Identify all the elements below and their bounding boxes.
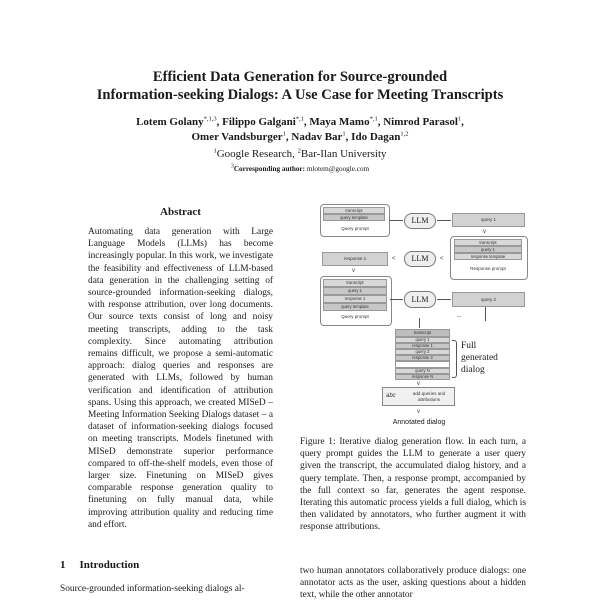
section-heading-introduction: 1 Introduction	[60, 559, 140, 571]
response-prompt-label: Response prompt	[470, 266, 506, 271]
arrow	[390, 299, 403, 300]
author-list: Lotem Golany$^{*,1,3}$, Filippo Galgani$^{*,1}$, Maya Mamo$^{*,1}$, Nimrod Parasol$^1$, Omer Vandsburger$^1$, Nadav Bar$^1$, Ido Dagan$^{1,2}$	[136, 115, 464, 143]
query-prompt-label: Query prompt	[341, 314, 369, 319]
arrow-left-icon: <	[392, 256, 396, 262]
dialog-row: query 2	[395, 349, 450, 355]
dialog-row: response 2	[395, 355, 450, 361]
author: Lotem Golany$^{*,1,3}$	[136, 115, 217, 128]
arrow	[437, 299, 451, 300]
prompt-row: transcript	[454, 239, 522, 246]
prompt-row: response 1	[323, 295, 387, 303]
introduction-text: Source-grounded information-seeking dialogs al-	[60, 584, 245, 594]
brace	[452, 340, 457, 378]
arrow-down-icon: v	[417, 381, 420, 387]
llm-node: LLM	[404, 291, 436, 308]
dialog-row: query 1	[395, 337, 450, 343]
email-link[interactable]: mlotem@google.com	[306, 165, 370, 173]
full-generated-dialog-label: Full generated dialog	[461, 341, 498, 375]
dialog-header: transcript	[395, 329, 450, 337]
prompt-row: transcript	[323, 279, 387, 287]
prompt-row: transcript	[323, 207, 385, 214]
author: Ido Dagan$^{1,2}$	[351, 130, 409, 143]
author: Filippo Galgani$^{*,1}$	[222, 115, 304, 128]
title-line-2: Information-seeking Dialogs: A Use Case for Meeting Transcripts	[96, 87, 504, 103]
arrow-down-icon: v	[417, 409, 420, 415]
prompt-row: query 1	[323, 287, 387, 295]
annotation-text: add queries and attributions	[412, 391, 446, 402]
affiliations: $^1$Google Research, $^2$Bar-Ilan University	[213, 147, 387, 160]
query-2-box: query 2	[452, 292, 525, 307]
author: Nimrod Parasol$^1$	[383, 115, 462, 128]
prompt-row: query template	[323, 303, 387, 311]
dialog-row	[395, 361, 450, 368]
author: Nadav Bar$^1$	[291, 130, 346, 143]
right-column-text: two human annotators collaboratively produce dialogs: one annotator acts as the user, asking questions about a hidden text, while the other annotator	[300, 566, 526, 601]
llm-node: LLM	[404, 213, 436, 229]
query-1-box: query 1	[452, 213, 525, 227]
abstract-heading: Abstract	[160, 206, 201, 218]
corresponding-author: $^3$Corresponding author: mlotem@google.com	[230, 163, 370, 173]
arrow-down-icon: v	[352, 268, 355, 274]
arrow	[437, 220, 451, 221]
query-prompt-label: Query prompt	[341, 226, 369, 231]
ellipsis: ...	[456, 313, 462, 319]
prompt-row: query 1	[454, 246, 522, 253]
llm-node: LLM	[404, 251, 436, 267]
prompt-row: response template	[454, 253, 522, 260]
author: Maya Mamo$^{*,1}$	[309, 115, 378, 128]
dialog-row: query N	[395, 368, 450, 374]
annotated-dialog-label: Annotated dialog	[392, 419, 446, 426]
dialog-row: response N	[395, 374, 450, 380]
arrow	[389, 220, 403, 221]
prompt-row: query template	[323, 214, 385, 221]
dialog-row: response 1	[395, 343, 450, 349]
abstract-text: Automating data generation with Large Language Models (LLMs) has become increasingly popular. In this work, we investigate the feasibility and effectiveness of LLM-based data generation in the challenging setting of source-grounded information-seeking dialogs, with response attribution, over long documents. Our source texts consist of long and noisy meeting transcripts, adding to the task complexity. Since automating attribution remains difficult, we propose a semi-automatic approach: dialog queries and responses are generated with LLMs, followed by human verification and identification of attribution spans. Using this approach, we created MISeD – Meeting Information Seeking Dialogs dataset – a dataset of information-seeking dialogs focused on meeting transcripts. Models finetuned with MISeD demonstrate superior performance compared to off-the-shelf models, even those of larger size. Finetuning on MISeD gives comparable response generation quality to finetuning on fully manual data, while improving attribution quality and reducing time and effort.	[88, 227, 273, 530]
annotation-box	[382, 387, 455, 406]
annotation-icon: abc	[386, 393, 396, 399]
response-1-box: response 1	[322, 252, 388, 266]
title-line-1: Efficient Data Generation for Source-grounded	[152, 69, 448, 85]
arrow-down-icon: v	[483, 229, 486, 235]
author: Omer Vandsburger$^1$	[191, 130, 286, 143]
figure-caption: Figure 1: Iterative dialog generation flow. In each turn, a query prompt guides the LLM to generate a user query given the transcript, the accumulated dialog history, and a query template. Then, a response prompt, accompanied by the full context so far, generates the agent response. Iterating this automatic process yields a full dialog, which is then validated by annotators, who further augment it with response attributions.	[300, 437, 526, 533]
arrow-left-icon: <	[440, 256, 444, 262]
arrow	[419, 318, 420, 328]
connector-line	[485, 307, 486, 321]
